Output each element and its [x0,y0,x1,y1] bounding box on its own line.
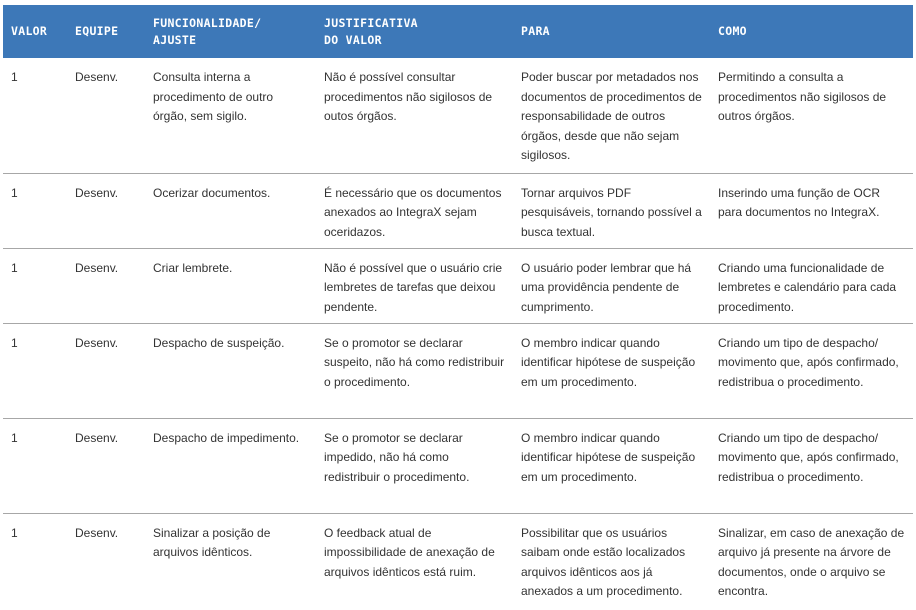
cell-funcionalidade: Ocerizar documentos. [145,173,316,248]
cell-funcionalidade: Despacho de impedimento. [145,418,316,513]
cell-valor: 1 [3,248,67,323]
cell-valor: 1 [11,525,18,540]
cell-como: Sinalizar, em caso de anexação de arquivo já presente na árvore de documentos, onde o arquivo se encontra. [718,525,905,599]
cell-valor: 1 [3,418,67,513]
cell-funcionalidade: Criar lembrete. [145,248,316,323]
table-row [3,58,913,173]
cell-funcionalidade: Despacho de suspeição. [145,323,316,418]
cell-funcionalidade: Consulta interna a procedimento de outro órgão, sem sigilo. [145,58,316,173]
cell-equipe: Desenv. [67,58,145,173]
cell-justificativa: Se o promotor se declarar impedido, não há como redistribuir o procedimento. [316,418,513,513]
header-justificativa: JUSTIFICATIVA DO VALOR [316,5,513,58]
cell-justificativa: Não é possível consultar procedimentos não sigilosos de outos órgãos. [316,58,513,173]
cell-para: Possibilitar que os usuários saibam onde estão localizados arquivos idênticos aos já anexados a um procedimento. [521,525,686,599]
cell-equipe: Desenv. [67,248,145,323]
cell-para: Poder buscar por metadados nos documentos de procedimentos de responsabilidade de outros órgãos, desde que não sejam sigilosos. [513,58,710,173]
header-como: COMO [710,5,913,58]
cell-como: Criando um tipo de despacho/ movimento que, após confirmado, redistribua o procedimento. [710,323,913,418]
table-row [3,418,913,513]
table-row [3,323,913,418]
header-funcionalidade: FUNCIONALIDADE/ AJUSTE [145,5,316,58]
table-row [3,173,913,248]
cell-valor: 1 [3,58,67,173]
cell-justificativa: Se o promotor se declarar suspeito, não há como redistribuir o procedimento. [316,323,513,418]
cell-para: O usuário poder lembrar que há uma providência pendente de cumprimento. [513,248,710,323]
cell-para: O membro indicar quando identificar hipótese de suspeição em um procedimento. [513,323,710,418]
cell-justificativa: Não é possível que o usuário crie lembretes de tarefas que deixou pendente. [316,248,513,323]
table-row [3,513,913,609]
table-row [3,248,913,323]
cell-como: Criando um tipo de despacho/ movimento que, após confirmado, redistribua o procedimento. [710,418,913,513]
header-equipe: EQUIPE [67,5,145,58]
cell-justificativa: O feedback atual de impossibilidade de anexação de arquivos idênticos está ruim. [324,525,495,579]
cell-equipe: Desenv. [67,418,145,513]
cell-como: Inserindo uma função de OCR para documentos no IntegraX. [710,173,913,248]
cell-equipe: Desenv. [67,323,145,418]
table-header-row [3,5,913,58]
cell-como: Criando uma funcionalidade de lembretes e calendário para cada procedimento. [710,248,913,323]
requirements-table [3,5,913,609]
cell-justificativa: É necessário que os documentos anexados ao IntegraX sejam oceridazos. [316,173,513,248]
cell-equipe: Desenv. [67,173,145,248]
cell-valor: 1 [3,173,67,248]
cell-como: Permitindo a consulta a procedimentos não sigilosos de outros órgãos. [710,58,913,173]
header-para: PARA [513,5,710,58]
cell-valor: 1 [3,323,67,418]
header-valor: VALOR [3,5,67,58]
cell-equipe: Desenv. [75,525,119,540]
cell-funcionalidade: Sinalizar a posição de arquivos idênticos. [153,525,271,560]
cell-para: Tornar arquivos PDF pesquisáveis, tornando possível a busca textual. [513,173,710,248]
cell-para: O membro indicar quando identificar hipótese de suspeição em um procedimento. [513,418,710,513]
